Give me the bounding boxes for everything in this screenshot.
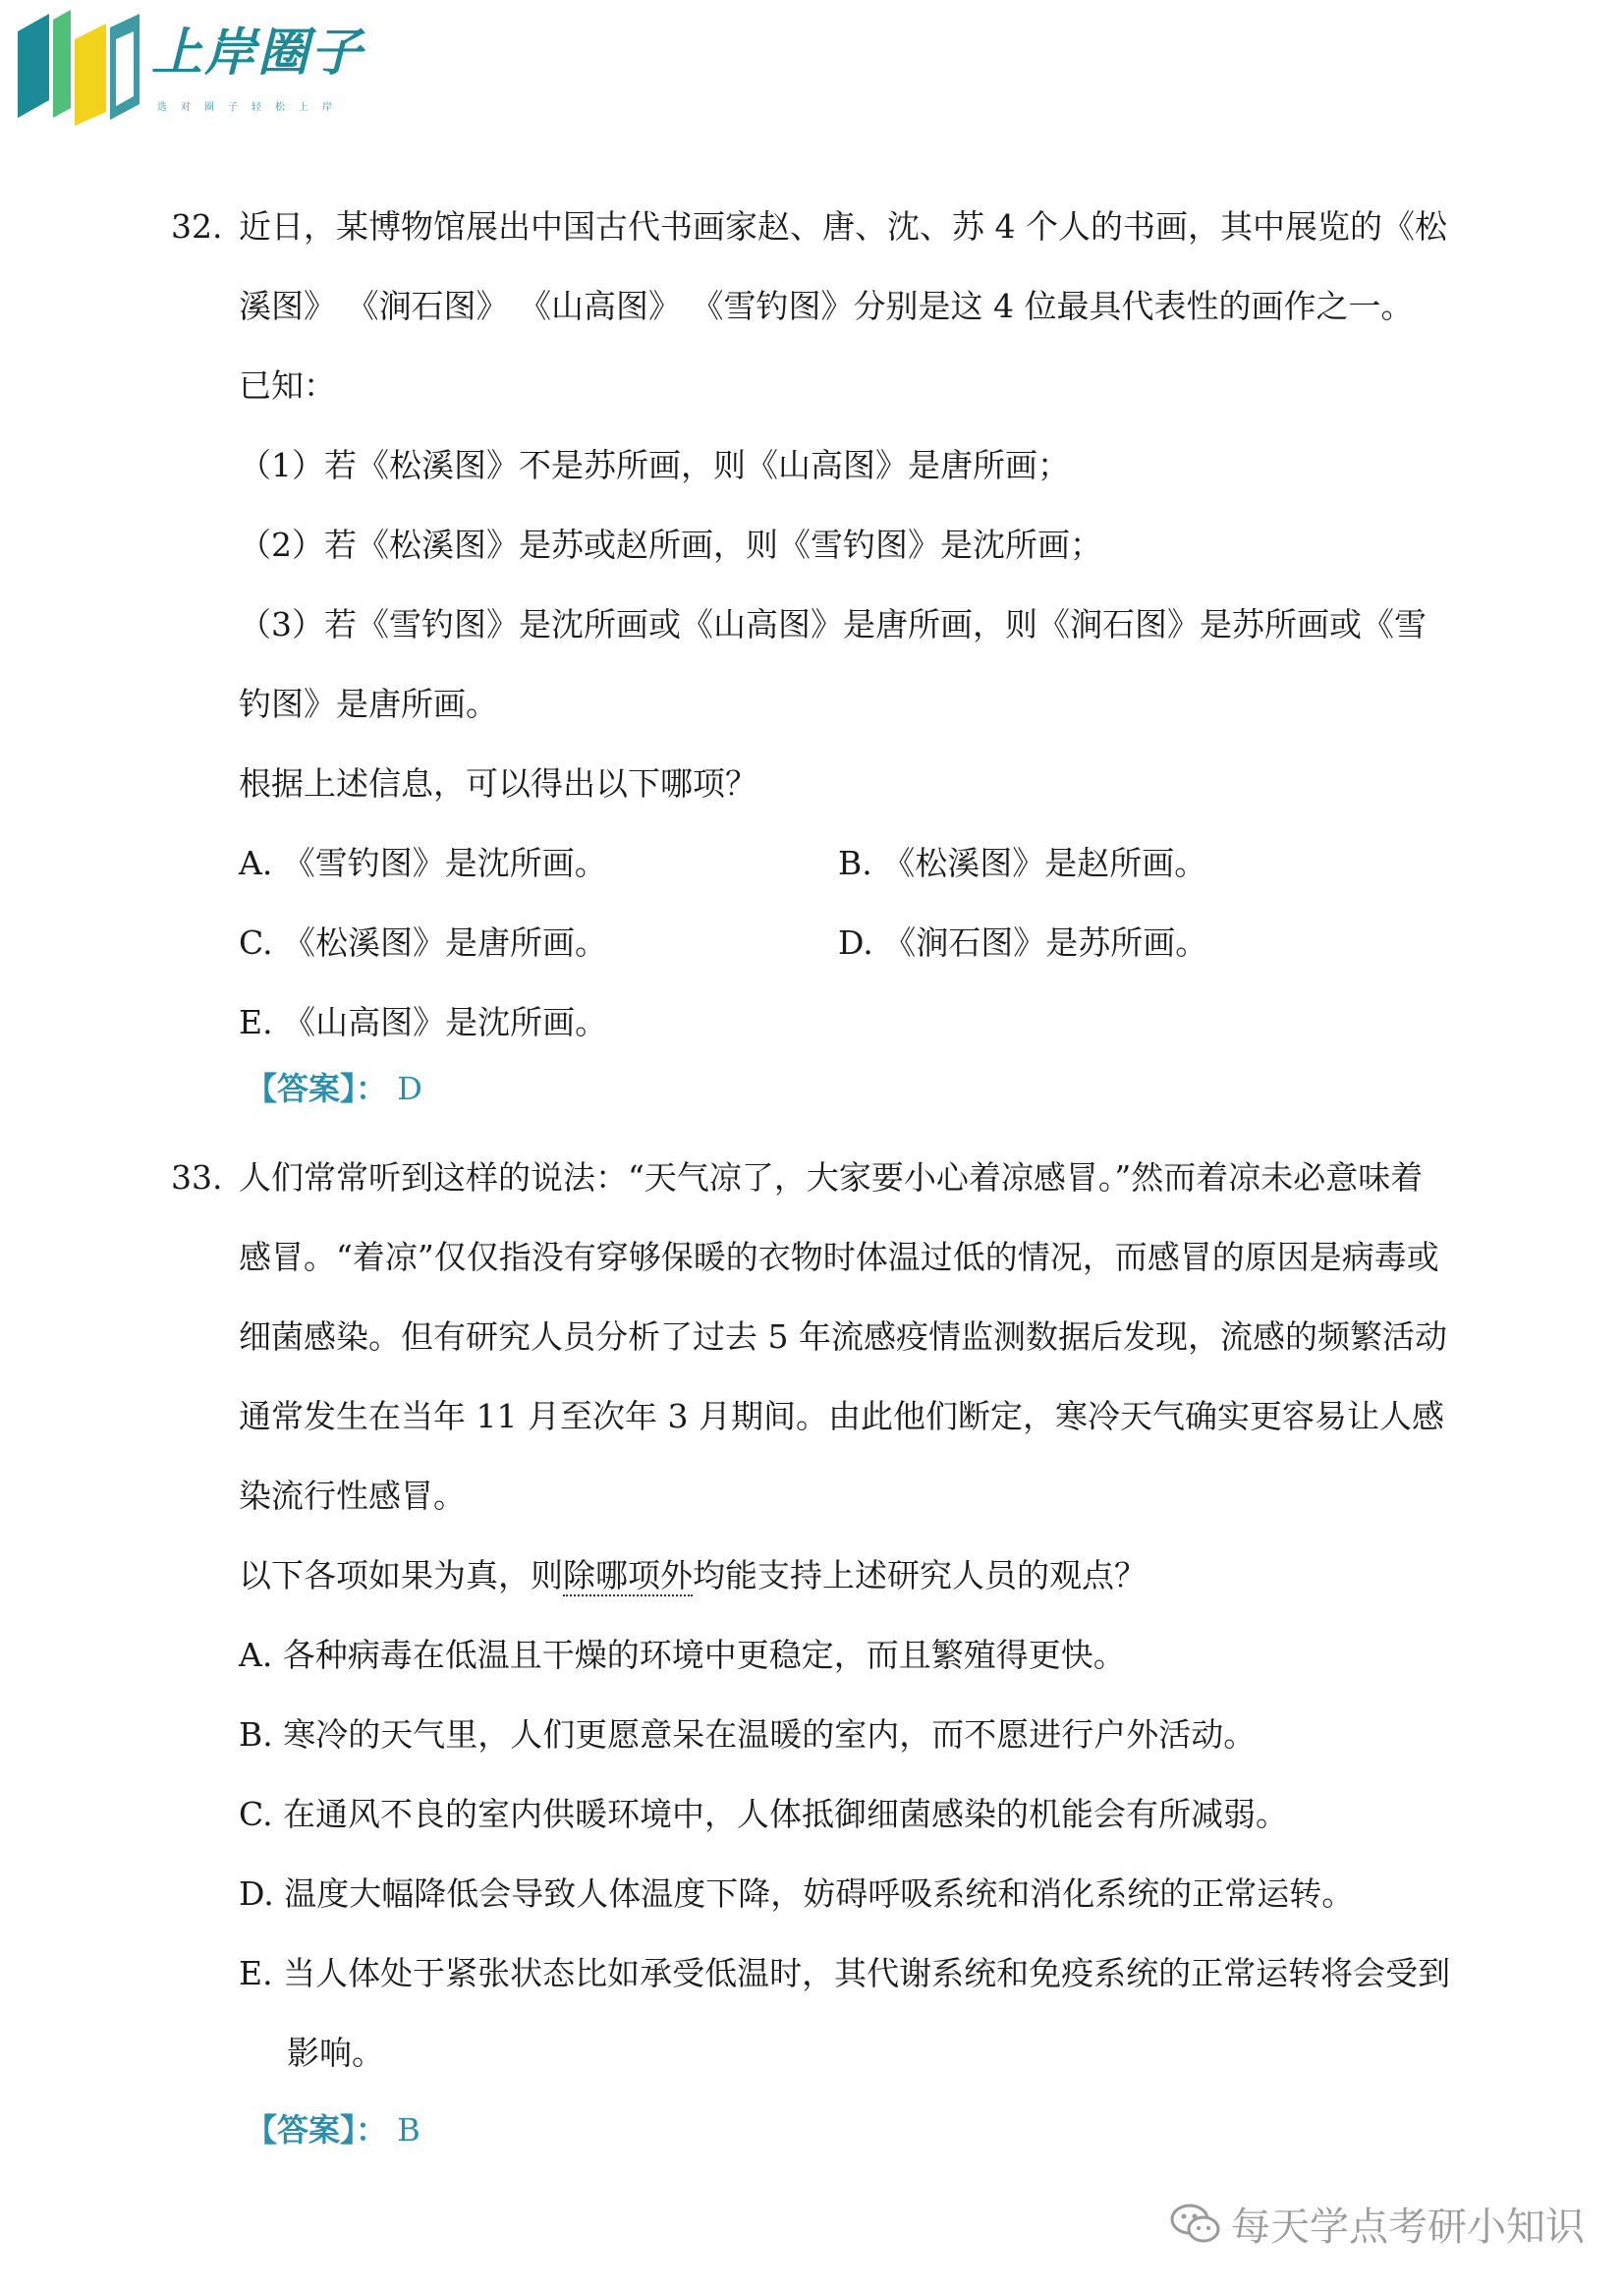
wechat-icon <box>1170 2202 1221 2245</box>
option-d: D. 温度大幅降低会导致人体温度下降，妨碍呼吸系统和消化系统的正常运转。 <box>239 1874 1355 1913</box>
option-a: A. 各种病毒在低温且干燥的环境中更稳定，而且繁殖得更快。 <box>239 1636 1126 1674</box>
prompt-before: 以下各项如果为真，则 <box>239 1556 563 1594</box>
option-e: E. 《山高图》是沈所画。 <box>239 1003 608 1041</box>
answer-value: D <box>397 1070 422 1107</box>
question-number: 32. <box>171 207 223 246</box>
brand-title: 上岸圈子 <box>151 24 364 83</box>
option-c: C. 在通风不良的室内供暖环境中，人体抵御细菌感染的机能会有所减弱。 <box>239 1795 1289 1833</box>
prompt-emphasis: 除哪项外 <box>563 1556 693 1594</box>
option-e: E. 当人体处于紧张状态比如承受低温时，其代谢系统和免疫系统的正常运转将会受到 <box>239 1954 1451 1992</box>
condition-2: （2）若《松溪图》是苏或赵所画，则《雪钓图》是沈所画； <box>239 526 1102 564</box>
answer <box>246 1070 422 1107</box>
question-stem-line: 人们常常听到这样的说法：“天气凉了，大家要小心着凉感冒。”然而着凉未必意味着 <box>239 1158 1424 1197</box>
question-number: 33. <box>171 1158 223 1197</box>
watermark <box>1170 2194 1585 2253</box>
question-stem-line: 细菌感染。但有研究人员分析了过去 5 年流感疫情监测数据后发现，流感的频繁活动 <box>239 1317 1447 1356</box>
answer-label: 【答案】： <box>246 1070 388 1107</box>
question-prompt: 根据上述信息，可以得出以下哪项？ <box>239 764 757 803</box>
question-stem-line: 溪图》 《涧石图》 《山高图》 《雪钓图》分别是这 4 位最具代表性的画作之一。 <box>239 287 1414 325</box>
watermark-text: 每天学点考研小知识 <box>1231 2204 1585 2250</box>
condition-3: （3）若《雪钓图》是沈所画或《山高图》是唐所画，则《涧石图》是苏所画或《雪 <box>239 605 1427 643</box>
option-e-cont: 影响。 <box>287 2034 384 2072</box>
option-a: A. 《雪钓图》是沈所画。 <box>239 844 607 882</box>
prompt-after: 均能支持上述研究人员的观点？ <box>693 1556 1147 1594</box>
condition-3-cont: 钓图》是唐所画。 <box>239 685 498 723</box>
question-stem-line: 近日，某博物馆展出中国古代书画家赵、唐、沈、苏 4 个人的书画，其中展览的《松 <box>239 207 1447 246</box>
option-b: B. 寒冷的天气里，人们更愿意呆在温暖的室内，而不愿进行户外活动。 <box>239 1715 1257 1754</box>
question-stem-line: 通常发生在当年 11 月至次年 3 月期间。由此他们断定，寒冷天气确实更容易让人感 <box>239 1397 1444 1435</box>
condition-1: （1）若《松溪图》不是苏所画，则《山高图》是唐所画； <box>239 446 1070 484</box>
answer-value: B <box>397 2111 420 2149</box>
answer <box>246 2111 420 2149</box>
option-d: D. 《涧石图》是苏所画。 <box>838 923 1208 962</box>
answer-label: 【答案】： <box>246 2111 388 2149</box>
logo-mark-icon <box>14 10 151 126</box>
question-prompt <box>239 1556 1147 1594</box>
option-c: C. 《松溪图》是唐所画。 <box>239 923 608 962</box>
option-b: B. 《松溪图》是赵所画。 <box>838 844 1207 882</box>
brand-logo <box>14 10 407 128</box>
question-stem-line: 感冒。“着凉”仅仅指没有穿够保暖的衣物时体温过低的情况，而感冒的原因是病毒或 <box>239 1238 1439 1276</box>
brand-slogan: 选对圈子轻松上岸 <box>157 102 346 113</box>
question-stem-line: 染流行性感冒。 <box>239 1477 466 1515</box>
question-stem-line: 已知： <box>239 366 336 405</box>
